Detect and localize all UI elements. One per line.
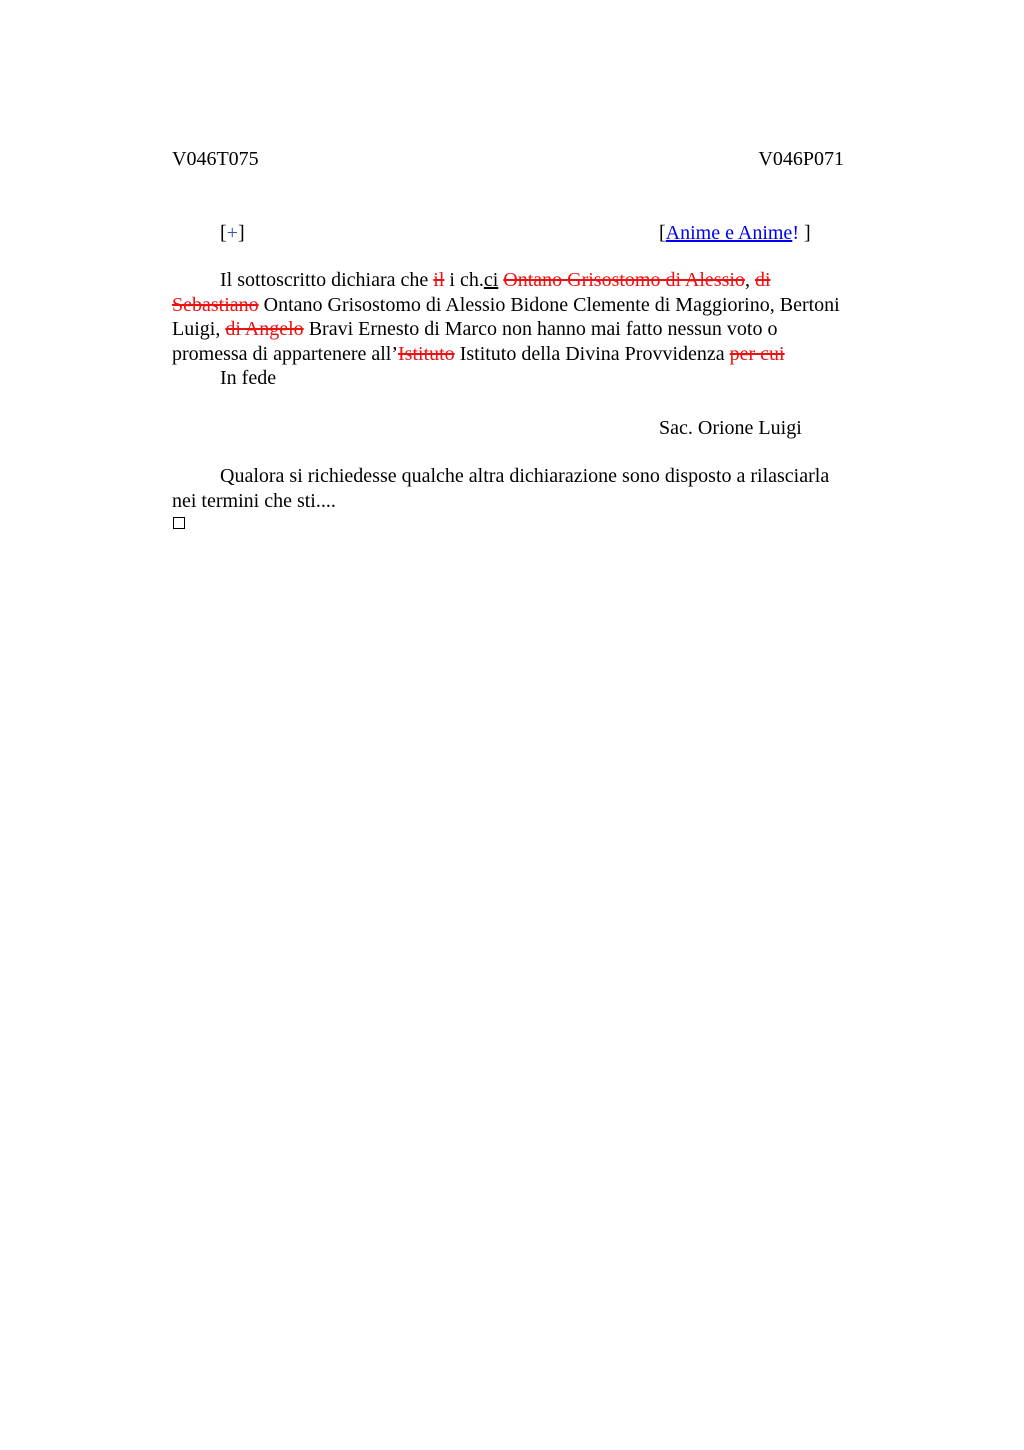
- expand-bracket-open: [: [220, 222, 227, 244]
- document-header: [172, 146, 844, 172]
- expand-bracket-close: ]: [237, 222, 245, 244]
- postscript-text: Qualora si richiedesse qualche altra dichiarazione sono disposto a rilasciarla nei termini che sti....: [172, 465, 830, 512]
- declaration-paragraph: [172, 268, 852, 366]
- abbreviation-underlined: ci: [483, 269, 499, 291]
- related-link-bang: !: [792, 222, 799, 244]
- related-link[interactable]: Anime e Anime: [665, 222, 793, 244]
- signature: Sac. Orione Luigi: [659, 417, 802, 439]
- expand-icon[interactable]: +: [226, 222, 238, 244]
- related-link-group: [659, 220, 811, 246]
- text-segment: Il sottoscritto dichiara che: [220, 269, 434, 291]
- deleted-text: di Angelo: [225, 318, 304, 340]
- text-segment: i ch.: [444, 269, 484, 291]
- deleted-text: Ontano Grisostomo di Alessio: [503, 269, 745, 291]
- navigation-row: [172, 220, 852, 246]
- square-outline-icon: [173, 517, 185, 529]
- text-segment: Istituto della Divina Provvidenza: [454, 342, 730, 365]
- deleted-text: di Sebastiano: [172, 269, 771, 316]
- page-code: V046P071: [758, 148, 844, 170]
- deleted-text: Istituto: [398, 342, 455, 365]
- text-code: V046T075: [172, 148, 259, 170]
- related-bracket-open: [: [659, 222, 666, 244]
- deleted-text: il: [433, 269, 445, 291]
- text-segment: Bravi Ernesto di Marco non hanno mai fatto nessun voto o promessa di appartenere all’: [172, 318, 778, 365]
- text-segment: ,: [744, 269, 755, 291]
- text-segment: Ontano Grisostomo di Alessio Bidone Clemente di Maggiorino, Bertoni Luigi,: [172, 293, 840, 340]
- closing-line: In fede: [220, 367, 277, 389]
- deleted-text: per cui: [729, 342, 785, 365]
- letter-body: [172, 268, 852, 391]
- postscript-paragraph: [172, 464, 852, 513]
- document-page: [172, 0, 852, 1450]
- expand-control[interactable]: [220, 220, 245, 246]
- related-bracket-close: ]: [798, 222, 811, 244]
